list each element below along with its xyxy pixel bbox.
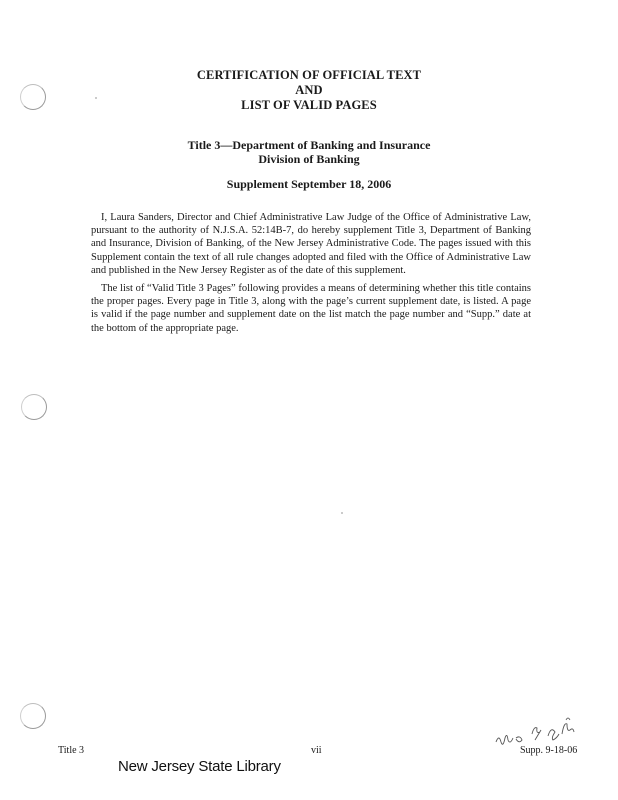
certification-body: [91, 211, 531, 340]
hole-punch-middle: [21, 394, 47, 420]
scan-speck: [341, 512, 343, 514]
title-line: LIST OF VALID PAGES: [241, 98, 377, 112]
body-paragraph: The list of “Valid Title 3 Pages” following provides a means of determining whether this title contains the proper pages. Every page in Title 3, along with the page’s current supplement date, is listed. A page is valid if the page number and supplement date on the list match the page number and “Supp.” date at the bottom of the appropriate page.: [91, 283, 531, 334]
footer-supplement-date: Supp. 9-18-06: [520, 745, 578, 756]
title-line: AND: [295, 83, 323, 97]
subtitle-line: Title 3—Department of Banking and Insurance: [187, 138, 431, 152]
subtitle-line: Division of Banking: [258, 152, 360, 166]
footer-page-number: vii: [311, 745, 322, 756]
department-subtitle: [0, 138, 618, 166]
title-line: CERTIFICATION OF OFFICIAL TEXT: [196, 68, 422, 82]
footer-title: Title 3: [58, 745, 85, 756]
library-stamp: New Jersey State Library: [118, 758, 281, 775]
body-paragraph: I, Laura Sanders, Director and Chief Administrative Law Judge of the Office of Administrative Law, pursuant to the authority of N.J.S.A. 52:14B-7, do hereby supplement Title 3, Department of Banking and Insurance, Division of Banking, of the New Jersey Administrative Code. The pages issued with this Supplement contain the text of all rule changes adopted and filed with the Office of Administrative Law and published in the New Jersey Register as of the date of this supplement.: [91, 212, 531, 276]
certification-title: [0, 68, 618, 113]
hole-punch-bottom: [20, 703, 46, 729]
supplement-date-heading: Supplement September 18, 2006: [226, 177, 392, 191]
